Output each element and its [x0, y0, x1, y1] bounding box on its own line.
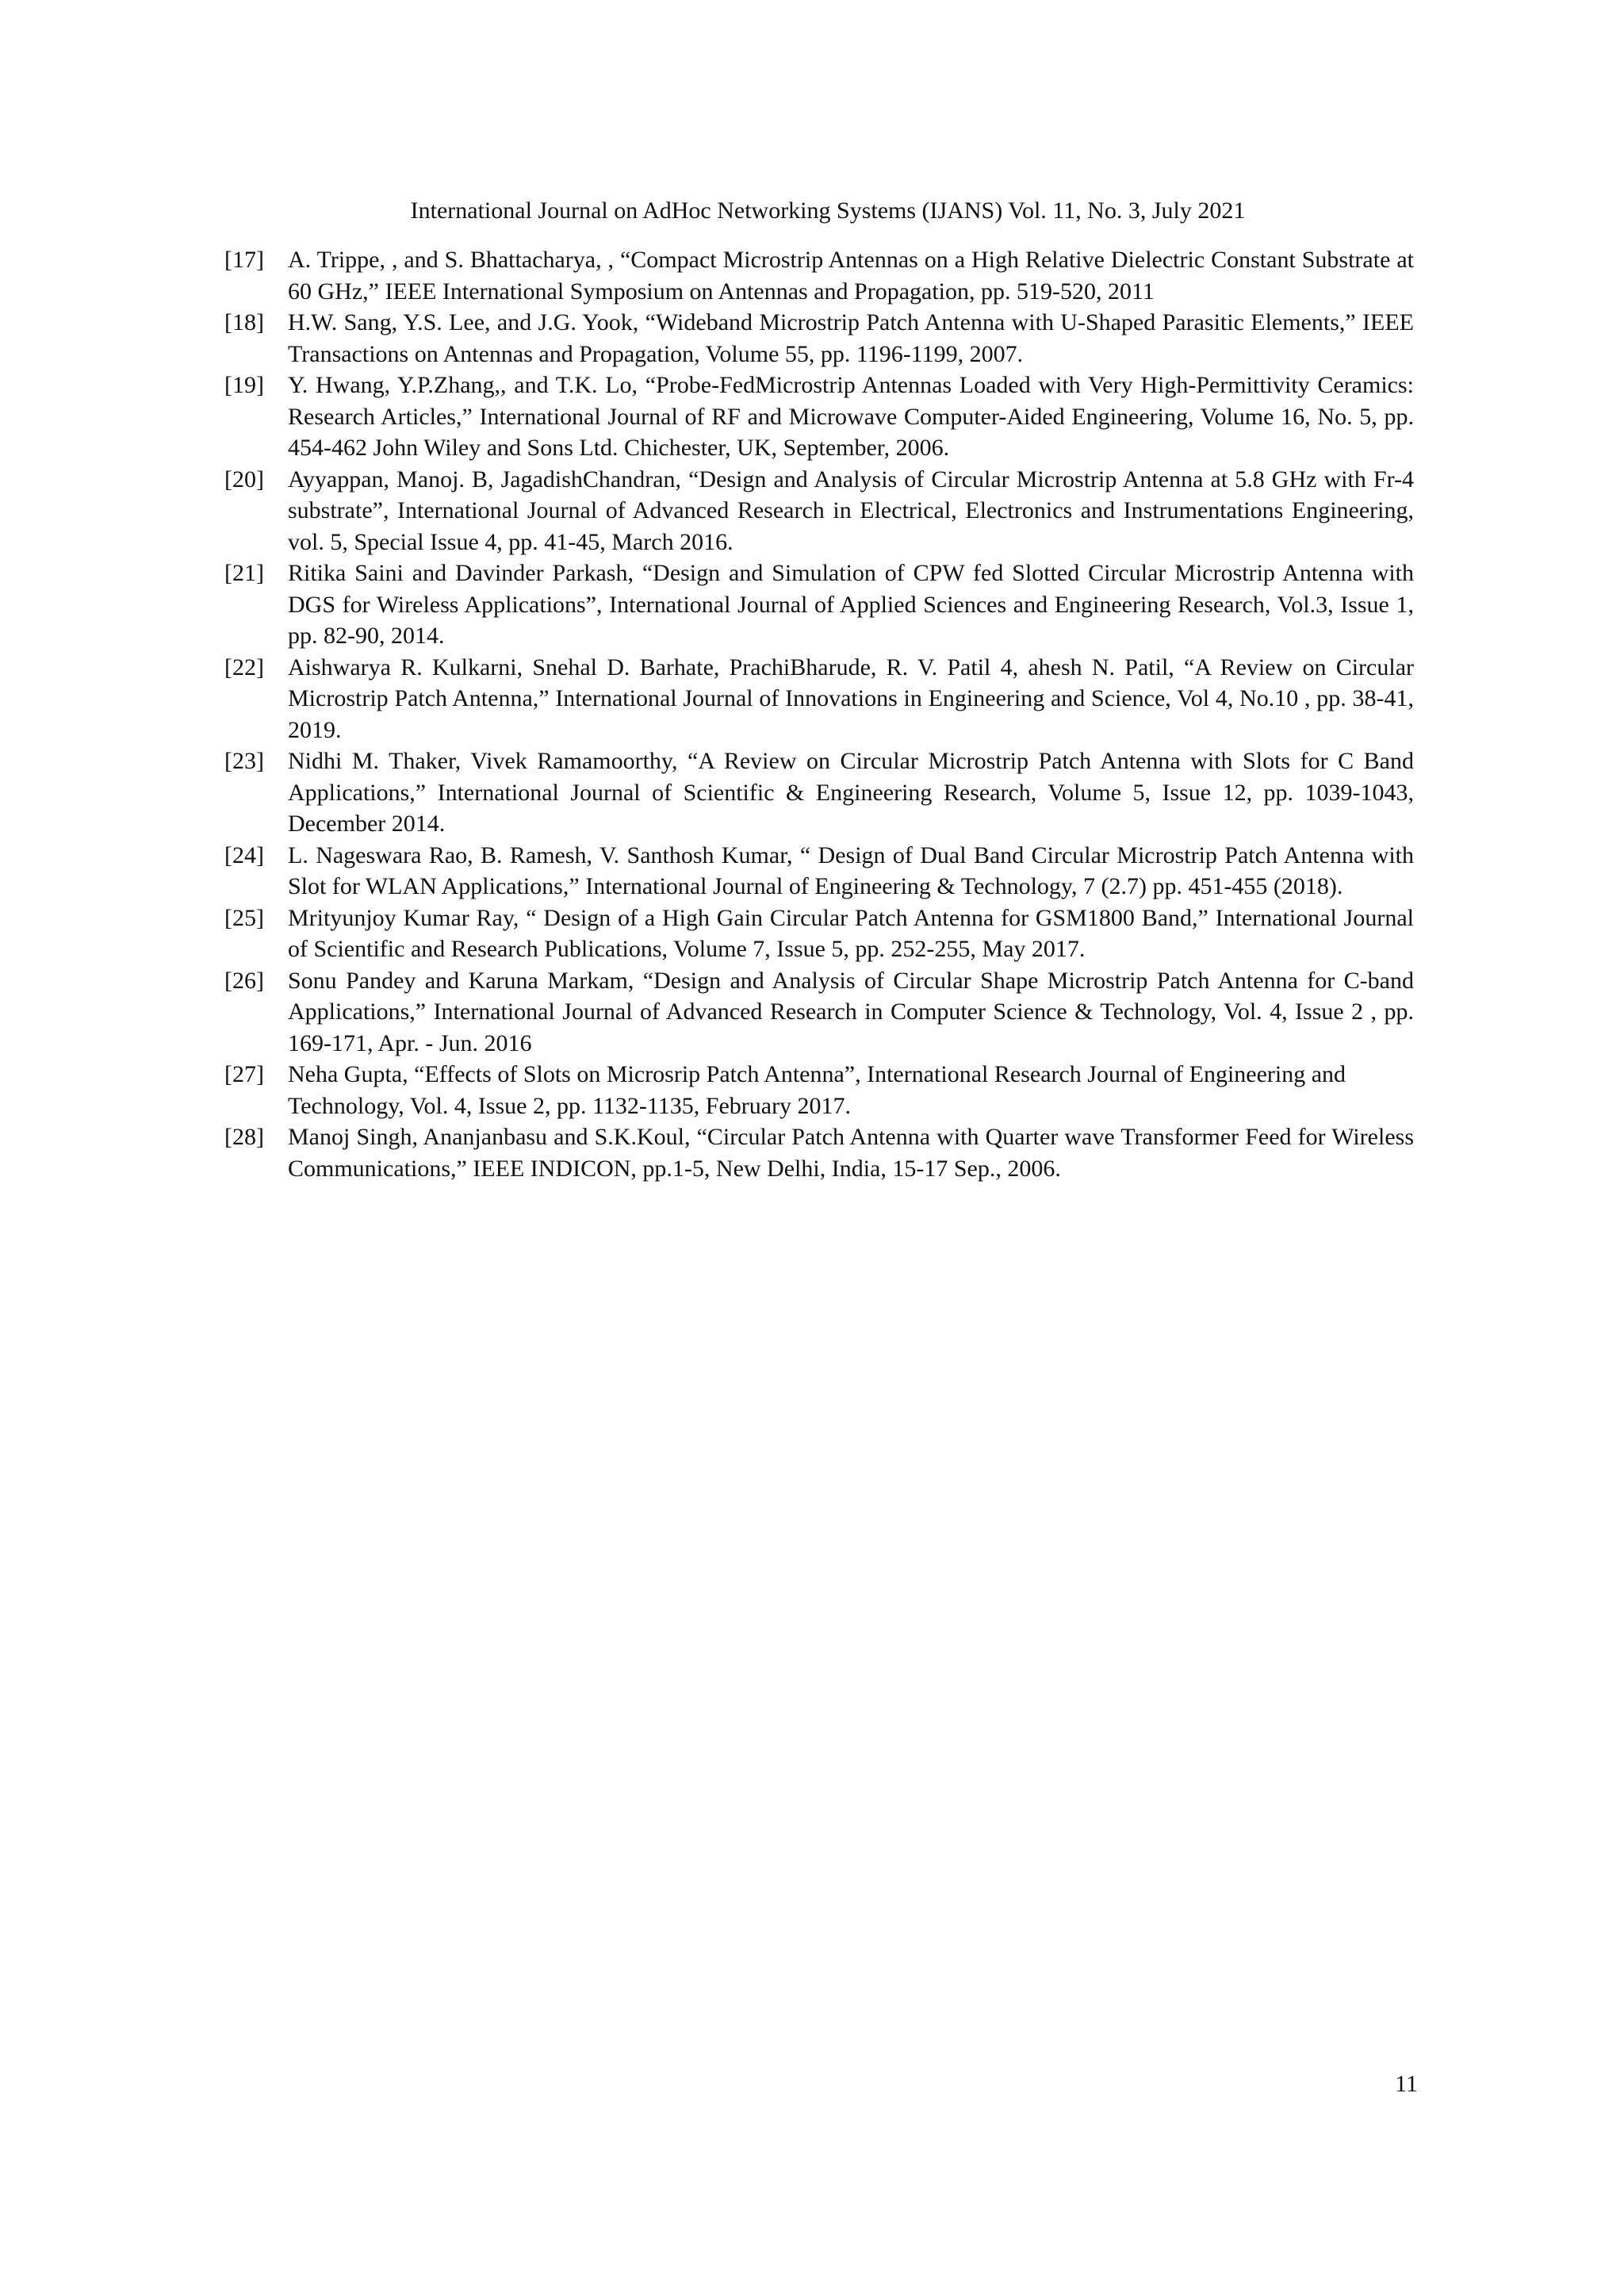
reference-number: [23]	[224, 748, 264, 774]
reference-item	[224, 370, 1414, 464]
reference-number: [22]	[224, 654, 264, 680]
reference-item	[224, 903, 1414, 965]
reference-text: Aishwarya R. Kulkarni, Snehal D. Barhate, PrachiBharude, R. V. Patil 4, ahesh N. Patil, “A Review on Circular Microstrip Patch Antenna,” International Journal of Innovations in Engineering and Science, Vol 4, No.10 , pp. 38-41, 2019.	[288, 654, 1414, 743]
reference-item	[224, 746, 1414, 840]
reference-item	[224, 244, 1414, 307]
reference-number: [26]	[224, 967, 264, 994]
reference-number: [21]	[224, 560, 264, 586]
reference-text: Manoj Singh, Ananjanbasu and S.K.Koul, “Circular Patch Antenna with Quarter wave Transformer Feed for Wireless Communications,” IEEE INDICON, pp.1-5, New Delhi, India, 15-17 Sep., 2006.	[288, 1124, 1414, 1182]
reference-number: [18]	[224, 309, 264, 335]
reference-text: Neha Gupta, “Effects of Slots on Microsrip Patch Antenna”, International Research Journal of Engineering and Technology, Vol. 4, Issue 2, pp. 1132-1135, February 2017.	[288, 1061, 1346, 1119]
reference-number: [25]	[224, 904, 264, 931]
reference-item	[224, 1121, 1414, 1184]
reference-text: Mrityunjoy Kumar Ray, “ Design of a High Gain Circular Patch Antenna for GSM1800 Band,” International Journal of Scientific and Research Publications, Volume 7, Issue 5, pp. 252-255, May 2017.	[288, 904, 1414, 962]
reference-text: Nidhi M. Thaker, Vivek Ramamoorthy, “A Review on Circular Microstrip Patch Antenna with Slots for C Band Applications,” International Journal of Scientific & Engineering Research, Volume 5, Issue 12, pp. 1039-1043, December 2014.	[288, 748, 1414, 837]
reference-number: [24]	[224, 841, 264, 868]
reference-text: Y. Hwang, Y.P.Zhang,, and T.K. Lo, “Probe-FedMicrostrip Antennas Loaded with Very High-Permittivity Ceramics: Research Articles,” International Journal of RF and Microwave Computer-Aided Engineering, Volume 16, No. 5, pp. 454-462 John Wiley and Sons Ltd. Chichester, UK, September, 2006.	[288, 372, 1414, 461]
reference-text: A. Trippe, , and S. Bhattacharya, , “Compact Microstrip Antennas on a High Relative Dielectric Constant Substrate at 60 GHz,” IEEE International Symposium on Antennas and Propagation, pp. 519-520, 2011	[288, 247, 1414, 305]
reference-list	[224, 244, 1414, 1184]
reference-text: Sonu Pandey and Karuna Markam, “Design and Analysis of Circular Shape Microstrip Patch Antenna for C-band Applications,” International Journal of Advanced Research in Computer Science & Technology, Vol. 4, Issue 2 , pp. 169-171, Apr. - Jun. 2016	[288, 967, 1414, 1056]
reference-item	[224, 652, 1414, 746]
running-header: International Journal on AdHoc Networking Systems (IJANS) Vol. 11, No. 3, July 2021	[410, 197, 1246, 224]
reference-text: L. Nageswara Rao, B. Ramesh, V. Santhosh Kumar, “ Design of Dual Band Circular Microstrip Patch Antenna with Slot for WLAN Applications,” International Journal of Engineering & Technology, 7 (2.7) pp. 451-455 (2018).	[288, 841, 1414, 899]
reference-item	[224, 558, 1414, 652]
reference-item	[224, 464, 1414, 558]
reference-text: Ayyappan, Manoj. B, JagadishChandran, “Design and Analysis of Circular Microstrip Antenna at 5.8 GHz with Fr-4 substrate”, International Journal of Advanced Research in Electrical, Electronics and Instrumentations Engineering, vol. 5, Special Issue 4, pp. 41-45, March 2016.	[288, 466, 1414, 555]
reference-number: [17]	[224, 247, 264, 273]
reference-item	[224, 307, 1414, 370]
reference-item	[224, 1059, 1414, 1121]
reference-number: [20]	[224, 466, 264, 493]
reference-number: [27]	[224, 1061, 264, 1087]
reference-item	[224, 965, 1414, 1060]
reference-text: H.W. Sang, Y.S. Lee, and J.G. Yook, “Wideband Microstrip Patch Antenna with U-Shaped Parasitic Elements,” IEEE Transactions on Antennas and Propagation, Volume 55, pp. 1196-1199, 2007.	[288, 309, 1414, 367]
reference-item	[224, 840, 1414, 903]
reference-number: [19]	[224, 372, 264, 398]
page-number: 11	[1395, 2071, 1418, 2097]
reference-text: Ritika Saini and Davinder Parkash, “Design and Simulation of CPW fed Slotted Circular Microstrip Antenna with DGS for Wireless Applications”, International Journal of Applied Sciences and Engineering Research, Vol.3, Issue 1, pp. 82-90, 2014.	[288, 560, 1414, 649]
reference-number: [28]	[224, 1124, 264, 1150]
